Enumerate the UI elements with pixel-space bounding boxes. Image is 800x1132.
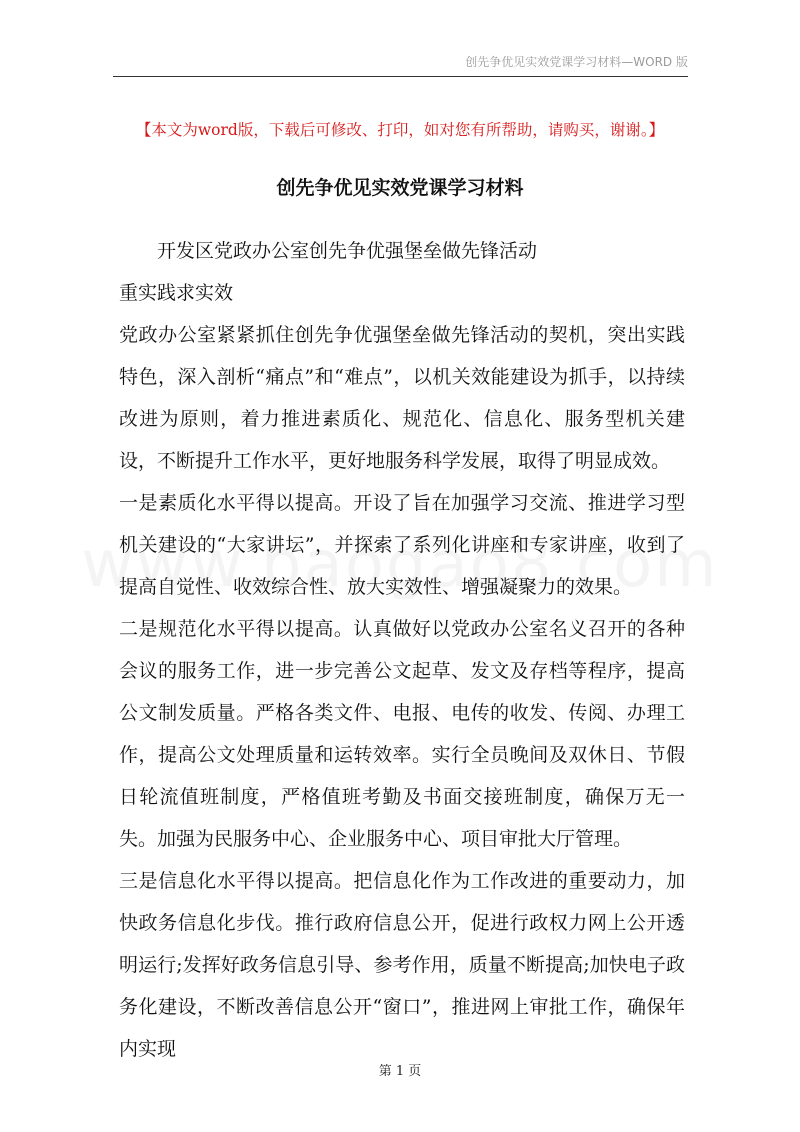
running-header: 创先争优见实效党课学习材料—WORD 版 [465,55,688,69]
header-divider [113,76,688,77]
paragraph-point-1: 一是素质化水平得以提高。开设了旨在加强学习交流、推进学习型机关建设的“大家讲坛”，并探索了系列化讲座和专家讲座，收到了提高自觉性、收效综合性、放大实效性、增强凝聚力的效果。 [119,492,685,598]
document-title: 创先争优见实效党课学习材料 [276,177,524,199]
paragraph-intro: 党政办公室紧紧抓住创先争优强堡垒做先锋活动的契机，突出实践特色，深入剖析“痛点”和“难点”，以机关效能建设为抓手，以持续改进为原则，着力推进素质化、规范化、信息化、服务型机关建设，不断提升工作水平，更好地服务科学发展，取得了明显成效。 [119,324,685,472]
subtitle-line-1: 开发区党政办公室创先争优强堡垒做先锋活动 [157,240,538,262]
download-notice: 【本文为word版，下载后可修改、打印，如对您有所帮助，请购买，谢谢。】 [135,121,665,139]
page-number: 第 1 页 [378,1064,422,1079]
document-body [119,230,685,1070]
paragraph-point-3: 三是信息化水平得以提高。把信息化作为工作改进的重要动力，加快政务信息化步伐。推行政府信息公开，促进行政权力网上公开透明运行;发挥好政务信息引导、参考作用，质量不断提高;加快电子政务化建设，不断改善信息公开“窗口”，推进网上审批工作，确保年内实现 [119,870,685,1060]
subtitle-line-2: 重实践求实效 [119,282,234,304]
paragraph-point-2: 二是规范化水平得以提高。认真做好以党政办公室名义召开的各种会议的服务工作，进一步完善公文起草、发文及存档等程序，提高公文制发质量。严格各类文件、电报、电传的收发、传阅、办理工作，提高公文处理质量和运转效率。实行全员晚间及双休日、节假日轮流值班制度，严格值班考勤及书面交接班制度，确保万无一失。加强为民服务中心、企业服务中心、项目审批大厅管理。 [119,618,685,850]
